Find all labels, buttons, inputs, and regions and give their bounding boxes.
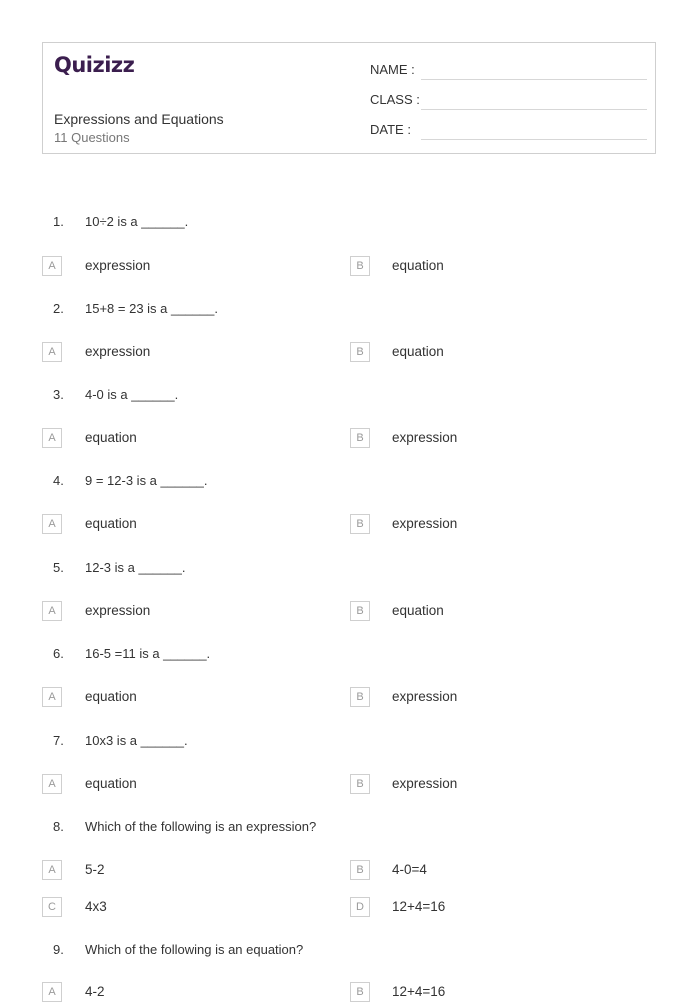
question-number: 6. xyxy=(53,646,64,661)
option-letter-box: A xyxy=(42,860,62,880)
option-letter-box: B xyxy=(350,601,370,621)
option-letter-box: A xyxy=(42,774,62,794)
class-line xyxy=(421,109,647,110)
question-text: 12-3 is a ______. xyxy=(85,560,186,575)
question-number: 8. xyxy=(53,819,64,834)
question-number: 9. xyxy=(53,942,64,957)
question-number: 7. xyxy=(53,733,64,748)
option-text: equation xyxy=(392,603,444,618)
option-letter-box: B xyxy=(350,982,370,1002)
option-text: 12+4=16 xyxy=(392,899,446,914)
option-text: expression xyxy=(392,776,458,791)
class-field xyxy=(370,92,647,110)
question-text: 9 = 12-3 is a ______. xyxy=(85,473,208,488)
option-letter-box: A xyxy=(42,342,62,362)
option-text: 4x3 xyxy=(85,899,107,914)
question-number: 2. xyxy=(53,301,64,316)
option-letter-box: B xyxy=(350,428,370,448)
option-text: 5-2 xyxy=(85,862,105,877)
worksheet-title: Expressions and Equations xyxy=(54,111,224,127)
option-letter-box: A xyxy=(42,514,62,534)
option-text: equation xyxy=(85,430,137,445)
option-letter-box: A xyxy=(42,428,62,448)
question-text: 10÷2 is a ______. xyxy=(85,214,189,229)
option-letter-box: B xyxy=(350,687,370,707)
date-line xyxy=(421,139,647,140)
option-text: expression xyxy=(392,430,458,445)
option-letter-box: B xyxy=(350,514,370,534)
question-text: 4-0 is a ______. xyxy=(85,387,179,402)
question-text: 10x3 is a ______. xyxy=(85,733,188,748)
class-label: CLASS : xyxy=(370,92,420,107)
option-letter-box: B xyxy=(350,342,370,362)
option-text: expression xyxy=(85,603,151,618)
option-text: equation xyxy=(85,776,137,791)
question-count: 11 Questions xyxy=(54,130,130,145)
option-text: 12+4=16 xyxy=(392,984,446,999)
question-number: 3. xyxy=(53,387,64,402)
question-number: 4. xyxy=(53,473,64,488)
question-number: 1. xyxy=(53,214,64,229)
option-letter-box: B xyxy=(350,774,370,794)
option-text: equation xyxy=(85,689,137,704)
question-number: 5. xyxy=(53,560,64,575)
option-text: 4-0=4 xyxy=(392,862,427,877)
worksheet-header xyxy=(42,42,656,154)
date-field xyxy=(370,122,647,140)
option-letter-box: C xyxy=(42,897,62,917)
option-letter-box: B xyxy=(350,256,370,276)
option-letter-box: A xyxy=(42,601,62,621)
option-text: expression xyxy=(392,689,458,704)
option-text: expression xyxy=(85,258,151,273)
option-text: expression xyxy=(85,344,151,359)
option-letter-box: A xyxy=(42,256,62,276)
option-letter-box: B xyxy=(350,860,370,880)
question-text: Which of the following is an expression? xyxy=(85,819,317,834)
option-letter-box: A xyxy=(42,687,62,707)
question-text: 15+8 = 23 is a ______. xyxy=(85,301,219,316)
option-letter-box: D xyxy=(350,897,370,917)
option-text: 4-2 xyxy=(85,984,105,999)
option-text: expression xyxy=(392,516,458,531)
name-line xyxy=(421,79,647,80)
option-letter-box: A xyxy=(42,982,62,1002)
date-label: DATE : xyxy=(370,122,411,137)
option-text: equation xyxy=(392,344,444,359)
name-label: NAME : xyxy=(370,62,415,77)
quizizz-logo: Quizizz xyxy=(54,53,135,77)
name-field xyxy=(370,62,647,80)
question-text: Which of the following is an equation? xyxy=(85,942,304,957)
option-text: equation xyxy=(392,258,444,273)
question-text: 16-5 =11 is a ______. xyxy=(85,646,211,661)
option-text: equation xyxy=(85,516,137,531)
